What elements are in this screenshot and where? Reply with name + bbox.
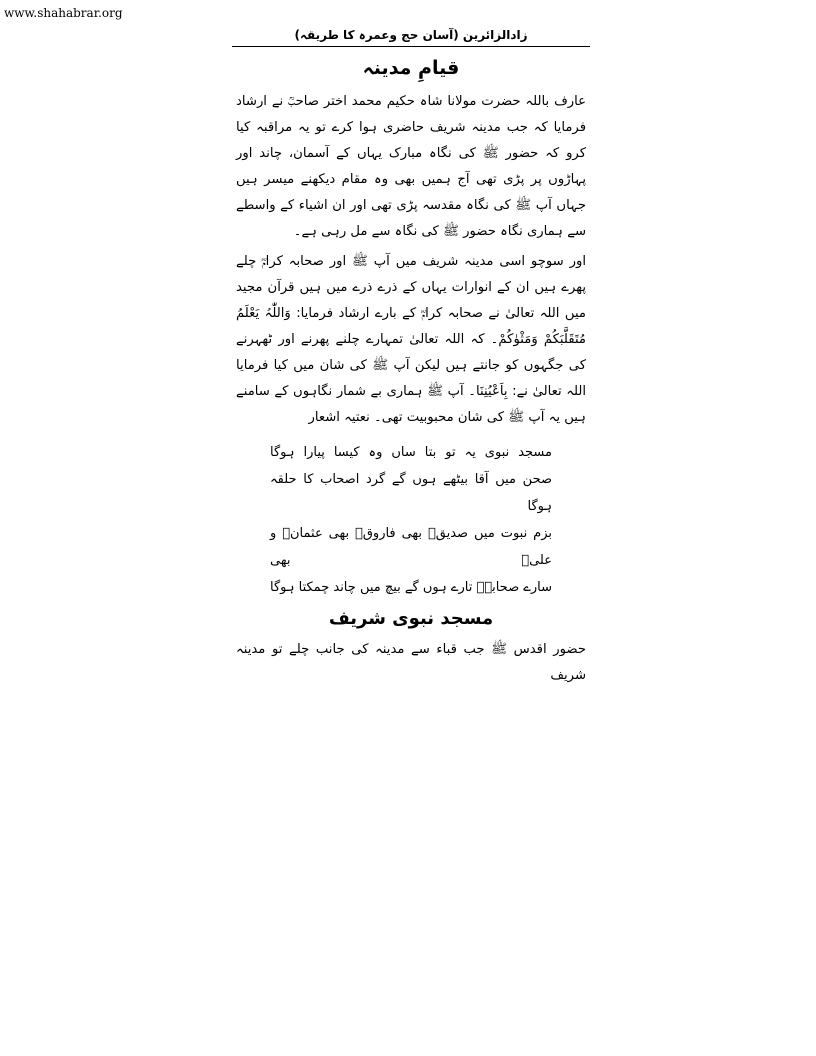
paragraph: اور سوچو اسی مدینہ شریف میں آپ ﷺ اور صحابہ کرامؓ چلے پھرے ہیں ان کے انوارات یہاں کے ذرے ذرے میں ہیں قرآن مجید میں اللہ تعالیٰ نے صحابہ کرامؓ کے بارے ارشاد فرمایا: وَاللّٰہُ یَعْلَمُ مُتَقَلَّبَکُمْ وَمَثْوٰکُمْ۔ کہ اللہ تعالیٰ تمہارے چلنے پھرنے اور ٹھہرنے کی جگہوں کو جانتے ہیں لیکن آپ ﷺ کی شان میں کیا فرمایا اللہ تعالیٰ نے: بِاَعْیُنِنَا۔ آپ ﷺ ہماری بے شمار نگاہوں کے سامنے ہیں یہ آپ ﷺ کی شان محبوبیت تھی۔ نعتیہ اشعار bbox=[236, 254, 586, 425]
section-heading-qiyam-madina: قیامِ مدینہ bbox=[362, 57, 460, 79]
verse-line: سارے صحابہؓ تارے ہوں گے بیچ میں چاند چمکتا ہوگا bbox=[270, 580, 552, 595]
naat-verses bbox=[262, 439, 560, 601]
section-heading-masjid-nabawi: مسجد نبوی شریف bbox=[328, 608, 494, 629]
verse-line: مسجد نبوی یہ تو بتا ساں وہ کیسا پیارا ہوگا bbox=[270, 445, 552, 460]
verse-line: صحن میں آقا بیٹھے ہوں گے گرد اصحاب کا حلقہ ہوگا bbox=[270, 472, 552, 514]
paragraph: حضور اقدس ﷺ جب قباء سے مدینہ کی جانب چلے تو مدینہ شریف bbox=[236, 642, 586, 683]
verse-line: بزم نبوت میں صدیقؓ بھی فاروقؓ بھی عثمانؓ و علیؓ بھی bbox=[270, 526, 552, 568]
site-url[interactable]: www.shahabrar.org bbox=[4, 6, 123, 20]
header-divider bbox=[232, 46, 590, 47]
page-content bbox=[232, 24, 590, 693]
running-header: زادالزائرین (آسان حج وعمرہ کا طریقہ) bbox=[294, 28, 528, 42]
paragraph: عارف باللہ حضرت مولانا شاہ حکیم محمد اختر صاحبؒ نے ارشاد فرمایا کہ جب مدینہ شریف حاضری ہوا کرے تو یہ مراقبہ کیا کرو کہ حضور ﷺ کی نگاہ مبارک یہاں کے آسمان، چاند اور پہاڑوں پر پڑی تھی آج ہمیں بھی وہ مقام دیکھنے میسر ہیں جہاں آپ ﷺ کی نگاہ مقدسہ پڑی تھی اور ان اشیاء کے واسطے سے ہماری نگاہ حضور ﷺ کی نگاہ سے مل رہی ہے۔ bbox=[236, 94, 586, 239]
